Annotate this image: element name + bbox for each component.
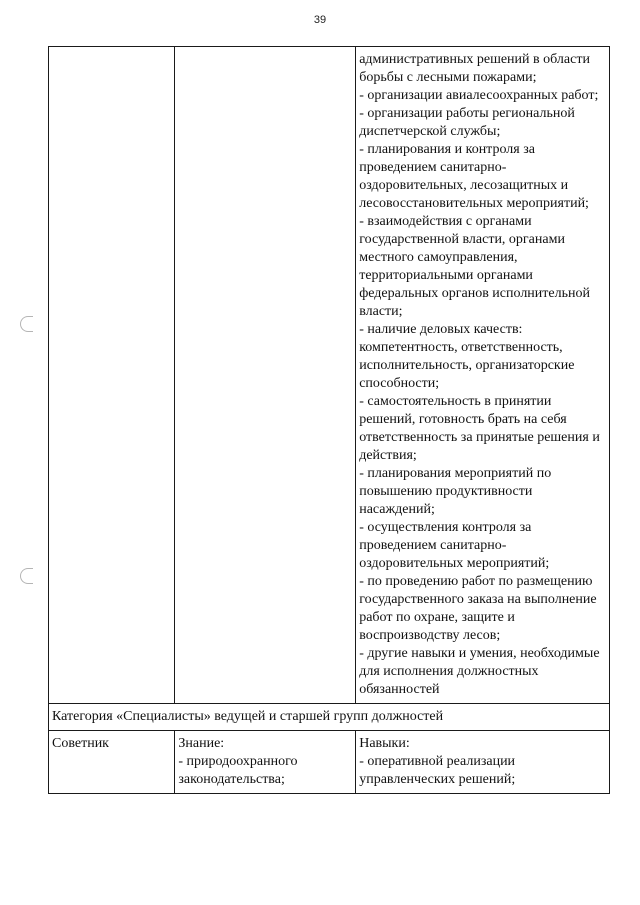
knowledge-cell	[175, 731, 356, 794]
position-cell-empty	[49, 47, 175, 704]
list-item: - самостоятельность в принятии решений, готовность брать на себя ответственность за принятые решения и действия;	[359, 394, 600, 463]
list-item: - организации авиалесоохранных работ;	[359, 88, 599, 103]
position-cell: Советник	[49, 731, 175, 794]
skills-cell	[356, 731, 610, 794]
qualification-table	[48, 46, 610, 794]
category-heading: Категория «Специалисты» ведущей и старшей групп должностей	[49, 704, 610, 731]
knowledge-cell-empty	[175, 47, 356, 704]
skills-title: Навыки:	[359, 736, 410, 751]
list-item: - организации работы региональной диспетчерской службы;	[359, 106, 575, 139]
table-row	[49, 47, 610, 704]
list-item: административных решений в области борьбы с лесными пожарами;	[359, 52, 590, 85]
list-item: - осуществления контроля за проведением санитарно-оздоровительных мероприятий;	[359, 520, 550, 571]
list-item: - планирования мероприятий по повышению продуктивности насаждений;	[359, 466, 552, 517]
table-row	[49, 704, 610, 731]
list-item: - планирования и контроля за проведением санитарно-оздоровительных, лесозащитных и лесовосстановительных мероприятий;	[359, 142, 589, 211]
knowledge-title: Знание:	[178, 736, 225, 751]
list-item: - по проведению работ по размещению государственного заказа на выполнение работ по охране, защите и воспроизводству лесов;	[359, 574, 597, 643]
skills-item: - оперативной реализации управленческих решений;	[359, 754, 516, 787]
page-number: 39	[313, 14, 327, 26]
list-item: - взаимодействия с органами государственной власти, органами местного самоуправления, территориальными органами федеральных органов исполнительной власти;	[359, 214, 590, 319]
list-item: - другие навыки и умения, необходимые для исполнения должностных обязанностей	[359, 646, 600, 697]
punch-hole-mark	[20, 316, 33, 332]
list-item: - наличие деловых качеств: компетентность, ответственность, исполнительность, организаторские способности;	[359, 322, 575, 391]
punch-hole-mark	[20, 568, 33, 584]
skills-cell	[356, 47, 610, 704]
knowledge-item: - природоохранного законодательства;	[178, 754, 298, 787]
table-row	[49, 731, 610, 794]
skills-list	[359, 51, 606, 699]
